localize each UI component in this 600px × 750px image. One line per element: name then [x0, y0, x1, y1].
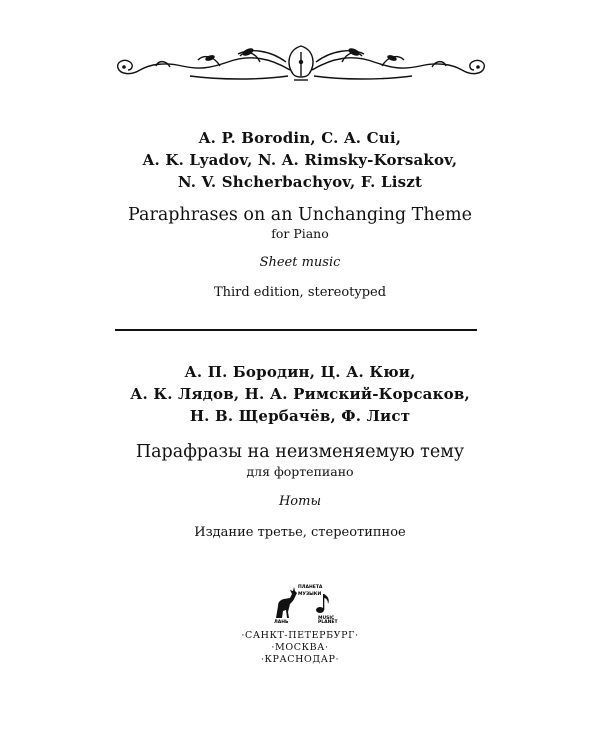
- publisher-cities: [0, 630, 600, 666]
- english-title: Paraphrases on an Unchanging Theme: [128, 205, 472, 225]
- logo-text: PLANET: [318, 620, 338, 625]
- author-line: А. К. Лядов, Н. А. Римский-Корсаков,: [130, 385, 470, 403]
- scroll-ornament-icon: [110, 40, 492, 88]
- author-line: А. П. Бородин, Ц. А. Кюи,: [184, 363, 416, 381]
- russian-genre: Ноты: [278, 494, 322, 509]
- publisher-city: ·САНКТ-ПЕТЕРБУРГ·: [241, 630, 359, 641]
- english-genre: Sheet music: [259, 255, 341, 270]
- section-divider: [115, 329, 477, 331]
- publisher-city: ·КРАСНОДАР·: [260, 654, 340, 665]
- russian-subtitle: для фортепиано: [246, 464, 354, 479]
- logo-text: MUSIC: [318, 616, 335, 621]
- logo-text: ЛАНЬ: [274, 620, 289, 625]
- russian-title: Парафразы на неизменяемую тему: [135, 442, 465, 462]
- english-subtitle: for Piano: [271, 226, 329, 241]
- author-line: Н. В. Щербачёв, Ф. Лист: [189, 407, 411, 425]
- russian-authors: [0, 361, 600, 427]
- english-edition: Third edition, stereotyped: [213, 285, 387, 300]
- publisher-city: ·МОСКВА·: [271, 642, 329, 653]
- logo-text: МУЗЫКИ: [298, 592, 322, 597]
- russian-edition: Издание третье, стереотипное: [194, 525, 406, 540]
- author-line: A. K. Lyadov, N. A. Rimsky-Korsakov,: [142, 151, 458, 169]
- logo-text: ПЛАНЕТА: [298, 585, 323, 590]
- author-line: N. V. Shcherbachyov, F. Liszt: [177, 173, 423, 191]
- author-line: A. P. Borodin, C. A. Cui,: [198, 129, 402, 147]
- english-authors: [0, 127, 600, 193]
- doe-logo-icon: [270, 578, 338, 625]
